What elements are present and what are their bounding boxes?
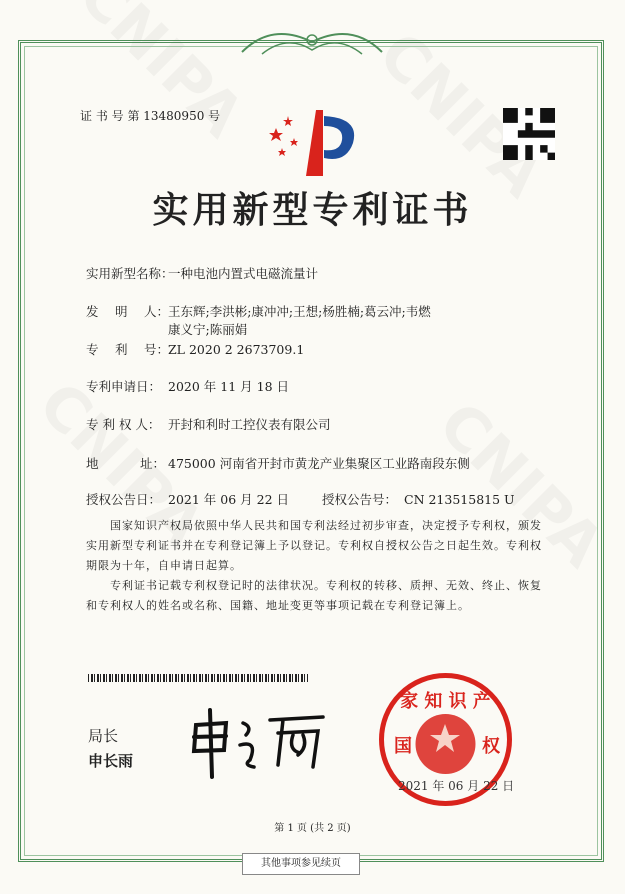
director-name: 申长雨 bbox=[88, 752, 134, 770]
field-name bbox=[86, 264, 318, 282]
certificate-number: 证 书 号 第 13480950 号 bbox=[80, 109, 221, 123]
field-address bbox=[86, 454, 470, 472]
field-application-date bbox=[86, 377, 289, 395]
field-value: ZL 2020 2 2673709.1 bbox=[168, 342, 305, 357]
field-value: 一种电池内置式电磁流量计 bbox=[168, 266, 319, 281]
field-patentee bbox=[86, 415, 331, 433]
field-label: 专 利 号： bbox=[86, 342, 169, 357]
paragraph: 专利证书记载专利权登记时的法律状况。专利权的转移、质押、无效、终止、恢复和专利权人的姓名或名称、国籍、地址变更等事项记载在专利登记簿上。 bbox=[86, 579, 542, 612]
barcode-icon bbox=[88, 674, 308, 682]
field-value: 2021 年 06 月 22 日 bbox=[168, 492, 289, 507]
field-value: CN 213515815 U bbox=[404, 492, 515, 507]
continued-note: 其他事项参见续页 bbox=[242, 853, 360, 875]
field-value: 2020 年 11 月 18 日 bbox=[168, 379, 289, 394]
field-patent-number bbox=[86, 340, 304, 358]
field-label: 专利申请日： bbox=[86, 379, 162, 394]
svg-text:国: 国 bbox=[394, 736, 412, 757]
field-label: 授权公告号： bbox=[322, 492, 398, 507]
field-grant-date bbox=[86, 490, 289, 508]
cnipa-logo-icon bbox=[268, 108, 363, 178]
field-label: 专 利 权 人： bbox=[86, 417, 161, 432]
field-label: 发 明 人： bbox=[86, 304, 169, 319]
field-value: 王东辉;李洪彬;康冲冲;王想;杨胜楠;葛云冲;韦燃 bbox=[168, 304, 431, 319]
svg-text:权: 权 bbox=[482, 736, 500, 757]
field-label: 授权公告日： bbox=[86, 492, 162, 507]
page-number: 第 1 页 (共 2 页) bbox=[274, 823, 351, 834]
director-title: 局长 bbox=[88, 727, 119, 745]
seal-date: 2021 年 06 月 22 日 bbox=[398, 779, 515, 793]
field-value: 475000 河南省开封市黄龙产业集聚区工业路南段东侧 bbox=[168, 456, 470, 471]
svg-text:家 知 识 产: 家 知 识 产 bbox=[400, 691, 491, 712]
field-value: 康义宁;陈丽娟 bbox=[168, 322, 248, 337]
field-value: 开封和利时工控仪表有限公司 bbox=[168, 417, 331, 432]
field-inventors bbox=[86, 302, 431, 338]
field-grant-number bbox=[322, 490, 515, 508]
qr-code-icon bbox=[503, 108, 555, 160]
field-label: 实用新型名称： bbox=[86, 266, 174, 281]
ornament-icon bbox=[232, 22, 392, 60]
field-label: 地 址： bbox=[86, 456, 165, 471]
paragraph: 国家知识产权局依照中华人民共和国专利法经过初步审查，决定授予专利权，颁发实用新型专利证书并在专利登记簿上予以登记。专利权自授权公告之日起生效。专利权期限为十年，自申请日起算。 bbox=[86, 519, 542, 572]
signature-icon bbox=[188, 705, 328, 780]
page-title: 实用新型专利证书 bbox=[152, 189, 473, 231]
